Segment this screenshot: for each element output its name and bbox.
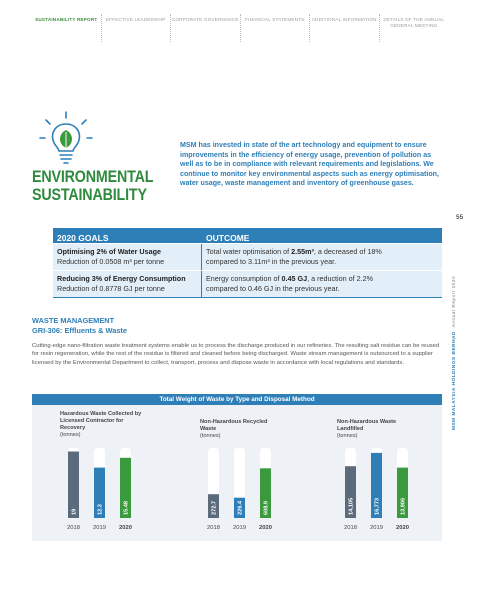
top-navigation <box>32 14 448 42</box>
bar-value-label: 12.3 <box>97 504 104 515</box>
waste-management-heading <box>32 316 127 335</box>
nav-effective-leadership[interactable]: EFFECTIVE LEADERSHIP <box>101 14 171 42</box>
group-label-hazardous: Hazardous Waste Collected by Licensed Contractor for Recovery (tonnes) <box>60 411 142 438</box>
group-label-landfilled: Non-Hazardous Waste Landfilled (tonnes) <box>337 419 397 439</box>
goal-title: Optimising 2% of Water Usage <box>57 247 161 256</box>
x-tick-label: 2019 <box>233 525 246 531</box>
nav-agm-details[interactable]: DETAILS OF THE ANNUAL GENERAL MEETING <box>379 14 449 42</box>
goal-detail: Reduction of 0.0508 m³ per tonne <box>57 257 165 266</box>
x-tick-label: 2019 <box>370 525 383 531</box>
goal-detail: Reduction of 0.8778 GJ per tonne <box>57 284 165 293</box>
section-title-line1: ENVIRONMENTAL <box>32 167 154 186</box>
x-tick-label: 2019 <box>93 525 106 531</box>
goals-table-header <box>53 228 442 243</box>
x-tick-label: 2018 <box>207 525 220 531</box>
section-title <box>32 168 158 204</box>
bar-2018 <box>68 452 79 519</box>
outcome-line2: compared to 0.46 GJ in the previous year. <box>206 284 340 293</box>
bar-value-label: 608.9 <box>263 501 270 515</box>
x-tick-label: 2020 <box>119 525 132 531</box>
bar-value-label: 272.7 <box>211 501 218 515</box>
goals-table <box>53 228 442 298</box>
x-tick-label: 2018 <box>67 525 80 531</box>
bar-value-label: 16,773 <box>374 497 381 515</box>
eco-lightbulb-icon <box>36 110 96 170</box>
bar-value-label: 13,906 <box>400 497 407 515</box>
waste-subtitle: GRI-306: Effluents & Waste <box>32 325 127 335</box>
nav-corporate-governance[interactable]: CORPORATE GOVERNANCE <box>170 14 240 42</box>
nav-sustainability-report[interactable]: SUSTAINABILITY REPORT <box>35 17 98 22</box>
group-label-recycled: Non-Hazardous Recycled Waste (tonnes) <box>200 419 268 439</box>
bar-value-label: 14,105 <box>348 497 355 515</box>
outcome-line1: Energy consumption of 0.45 GJ, a reduction of 2.2% <box>206 274 374 283</box>
table-bottom-rule <box>53 297 442 298</box>
nav-financial-statements[interactable]: FINANCIAL STATEMENTS <box>240 14 310 42</box>
x-tick-label: 2020 <box>259 525 272 531</box>
bar-value-label: 226.4 <box>237 501 244 515</box>
waste-bar-chart <box>32 405 442 541</box>
side-company: MSM MALAYSIA HOLDINGS BERHAD <box>451 331 456 430</box>
outcome-line1: Total water optimisation of 2.55m³, a decreased of 18% <box>206 247 382 256</box>
chart-title: Total Weight of Waste by Type and Disposal Method <box>32 394 442 405</box>
bar-value-label: 15.48 <box>123 501 130 515</box>
x-tick-label: 2020 <box>396 525 409 531</box>
bar-value-label: 19 <box>71 508 78 515</box>
page-number: 55 <box>456 214 464 221</box>
outcome-header: OUTCOME <box>206 233 250 243</box>
goals-row <box>53 243 442 270</box>
section-title-line2: SUSTAINABILITY <box>32 185 147 204</box>
side-running-header <box>451 276 456 430</box>
goal-title: Reducing 3% of Energy Consumption <box>57 274 186 283</box>
nav-additional-information[interactable]: ADDITIONAL INFORMATION <box>309 14 379 42</box>
goals-row <box>53 270 442 297</box>
waste-title: WASTE MANAGEMENT <box>32 316 115 325</box>
side-report: Annual Report 2020 <box>451 275 456 328</box>
intro-paragraph: MSM has invested in state of the art technology and equipment to ensure improvements in the efficiency of energy usage, prevention of pollution as well as to be in compliance with relevant requirements and legislations. We continue to monitor key environmental aspects such as energy optimisation, water usage, waste management and inventory of greenhouse gases. <box>180 141 439 188</box>
x-tick-label: 2018 <box>344 525 357 531</box>
outcome-line2: compared to 3.11m³ in the previous year. <box>206 257 337 266</box>
goals-header: 2020 GOALS <box>57 233 109 243</box>
waste-body-text: Cutting-edge nano-filtration waste treatment systems enable us to process the discharge produced in our refineries. The resulting salt residue can be reused for resin regeneration, while the rest of the residue is filtered and cleaned before being discharged. Waste stream management is outsourced to a supplier licensed by the Environmental Department to collect, transport, process and dispose waste in accordance with local regulations and standards. <box>32 343 440 366</box>
